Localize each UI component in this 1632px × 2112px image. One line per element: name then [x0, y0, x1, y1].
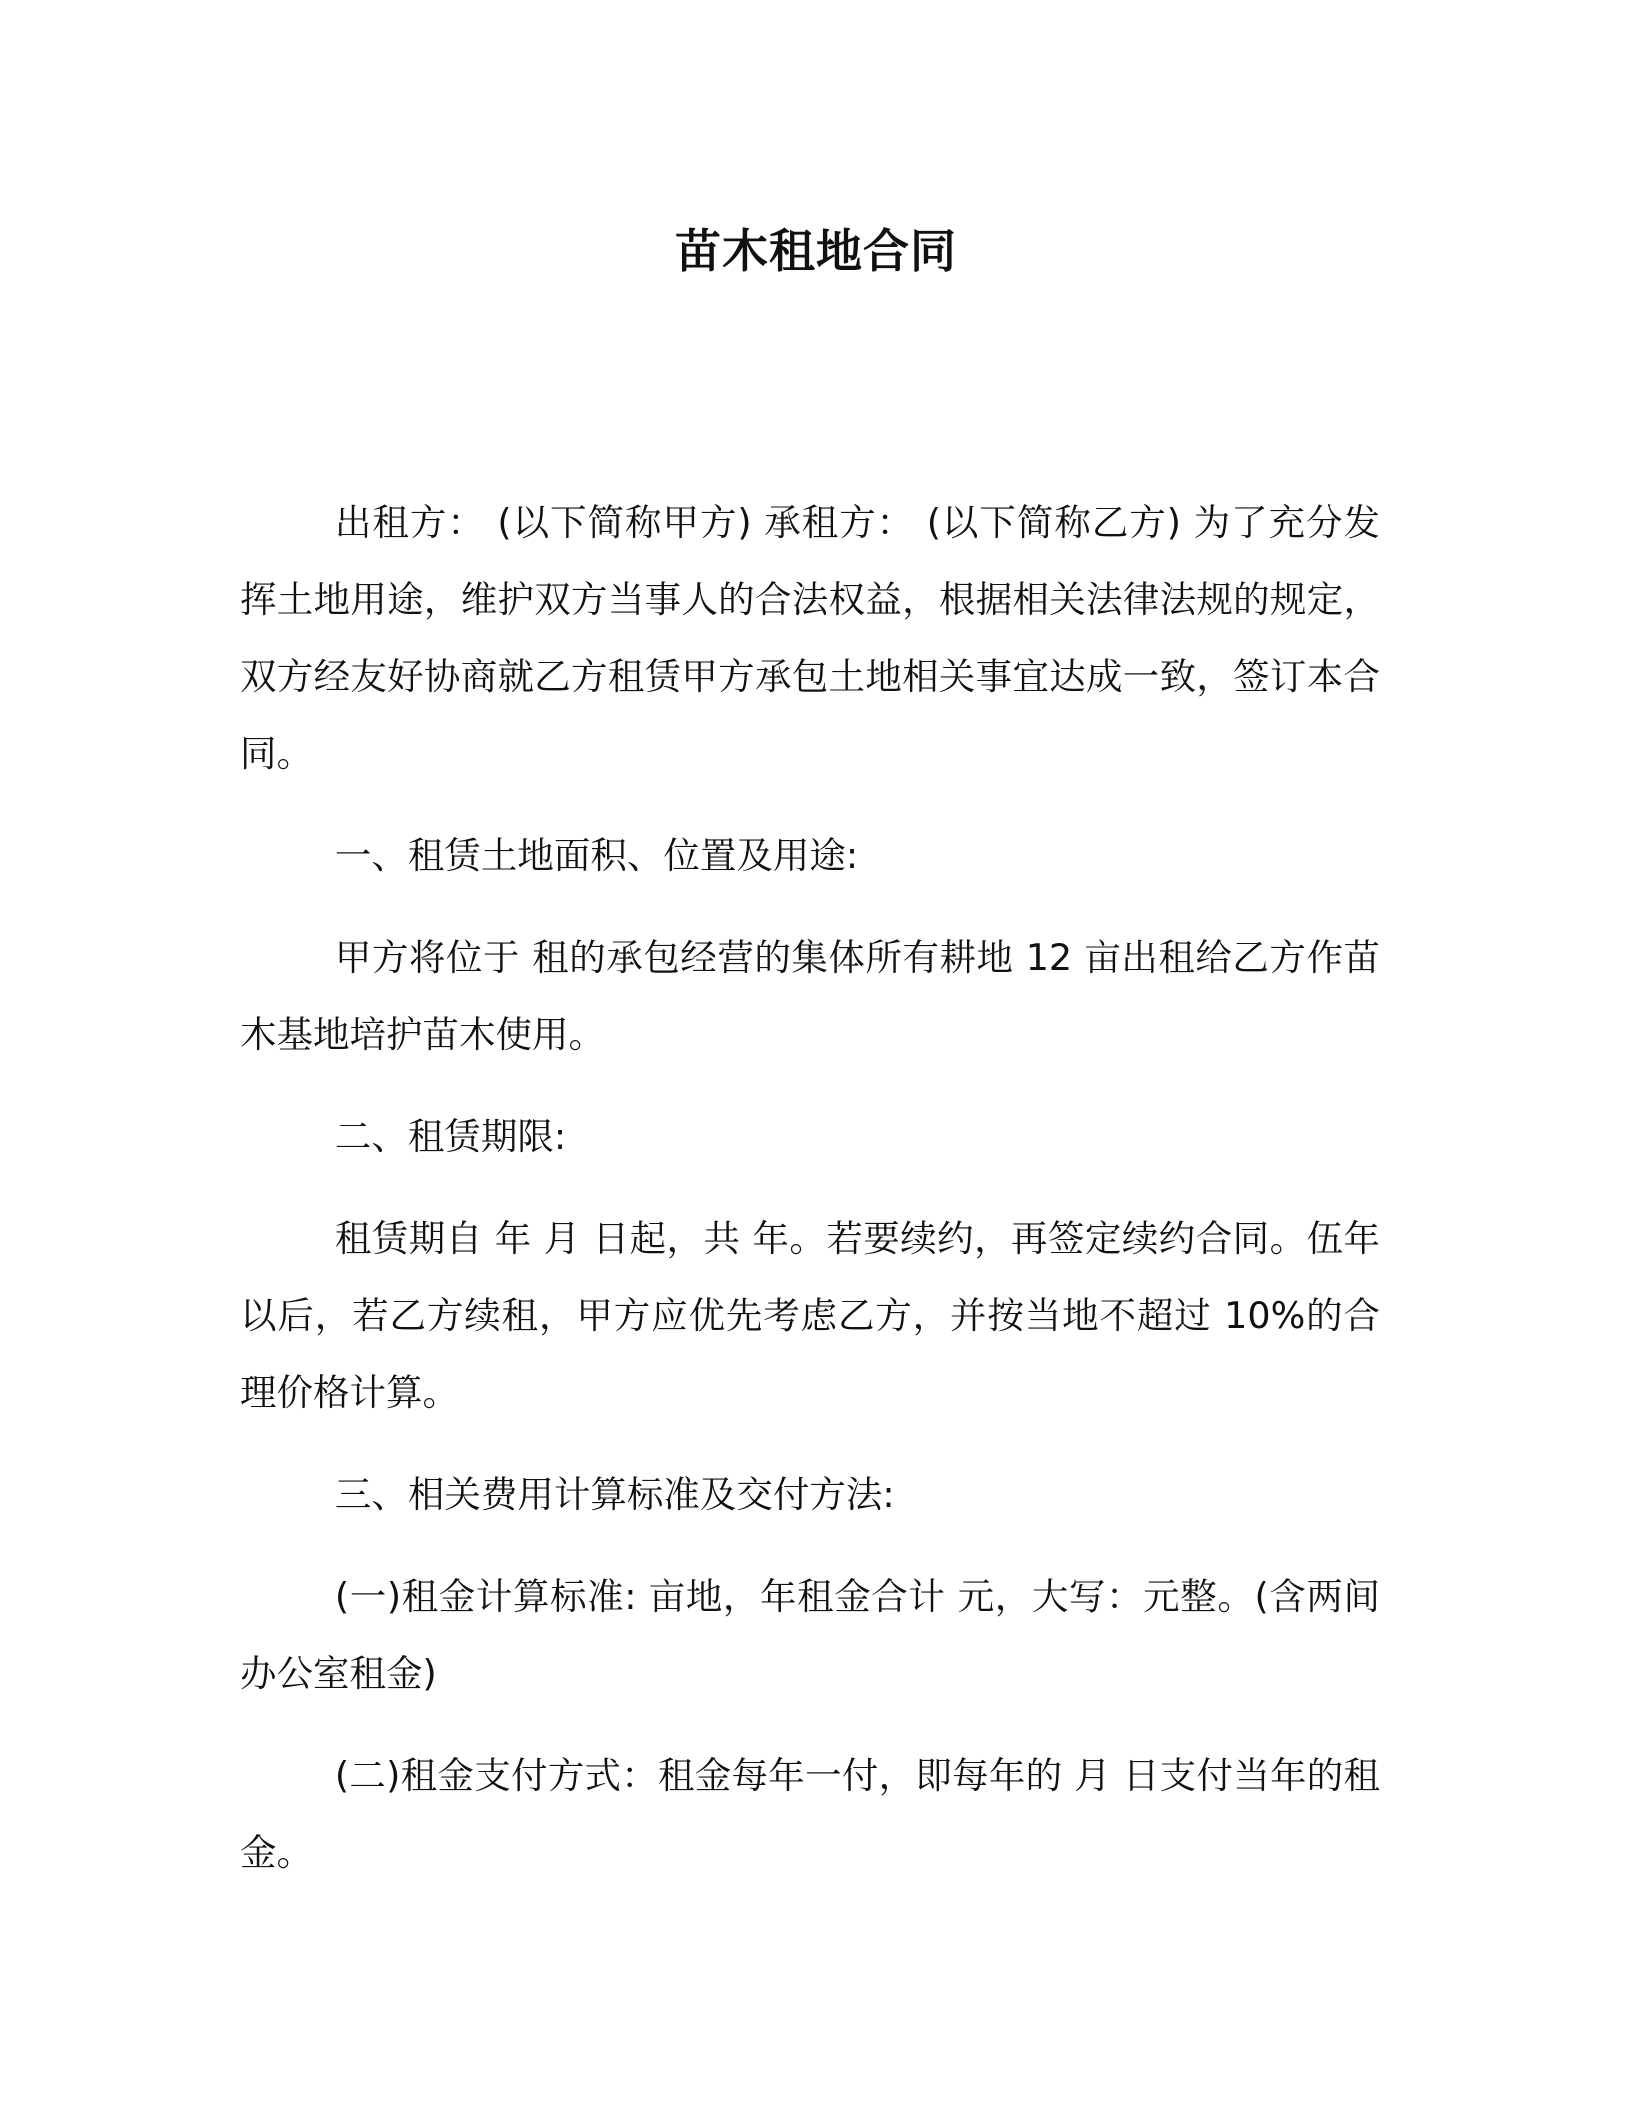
paragraph-land-details: 甲方将位于 租的承包经营的集体所有耕地 12 亩出租给乙方作苗木基地培护苗木使用。: [240, 936, 1380, 1056]
paragraph-rent-payment: (二)租金支付方式：租金每年一付，即每年的 月 日支付当年的租金。: [240, 1754, 1380, 1874]
paragraph-preamble: 出租方： (以下简称甲方) 承租方： (以下简称乙方) 为了充分发挥土地用途，维护双方当事人的合法权益，根据相关法律法规的规定，双方经友好协商就乙方租赁甲方承包土地相关事宜达成一致，签订本合同。: [240, 501, 1380, 775]
document-body: [240, 484, 1380, 1916]
paragraph-term-details: 租赁期自 年 月 日起，共 年。若要续约，再签定续约合同。伍年以后，若乙方续租，甲方应优先考虑乙方，并按当地不超过 10%的合理价格计算。: [240, 1217, 1380, 1414]
section-heading-fees: 三、相关费用计算标准及交付方法:: [334, 1473, 895, 1516]
section-heading-land: 一、租赁土地面积、位置及用途:: [334, 834, 859, 877]
section-heading-term: 二、租赁期限:: [334, 1115, 567, 1158]
paragraph-rent-standard: (一)租金计算标准: 亩地，年租金合计 元，大写：元整。(含两间办公室租金): [240, 1575, 1380, 1695]
document-title: 苗木租地合同: [675, 224, 957, 278]
